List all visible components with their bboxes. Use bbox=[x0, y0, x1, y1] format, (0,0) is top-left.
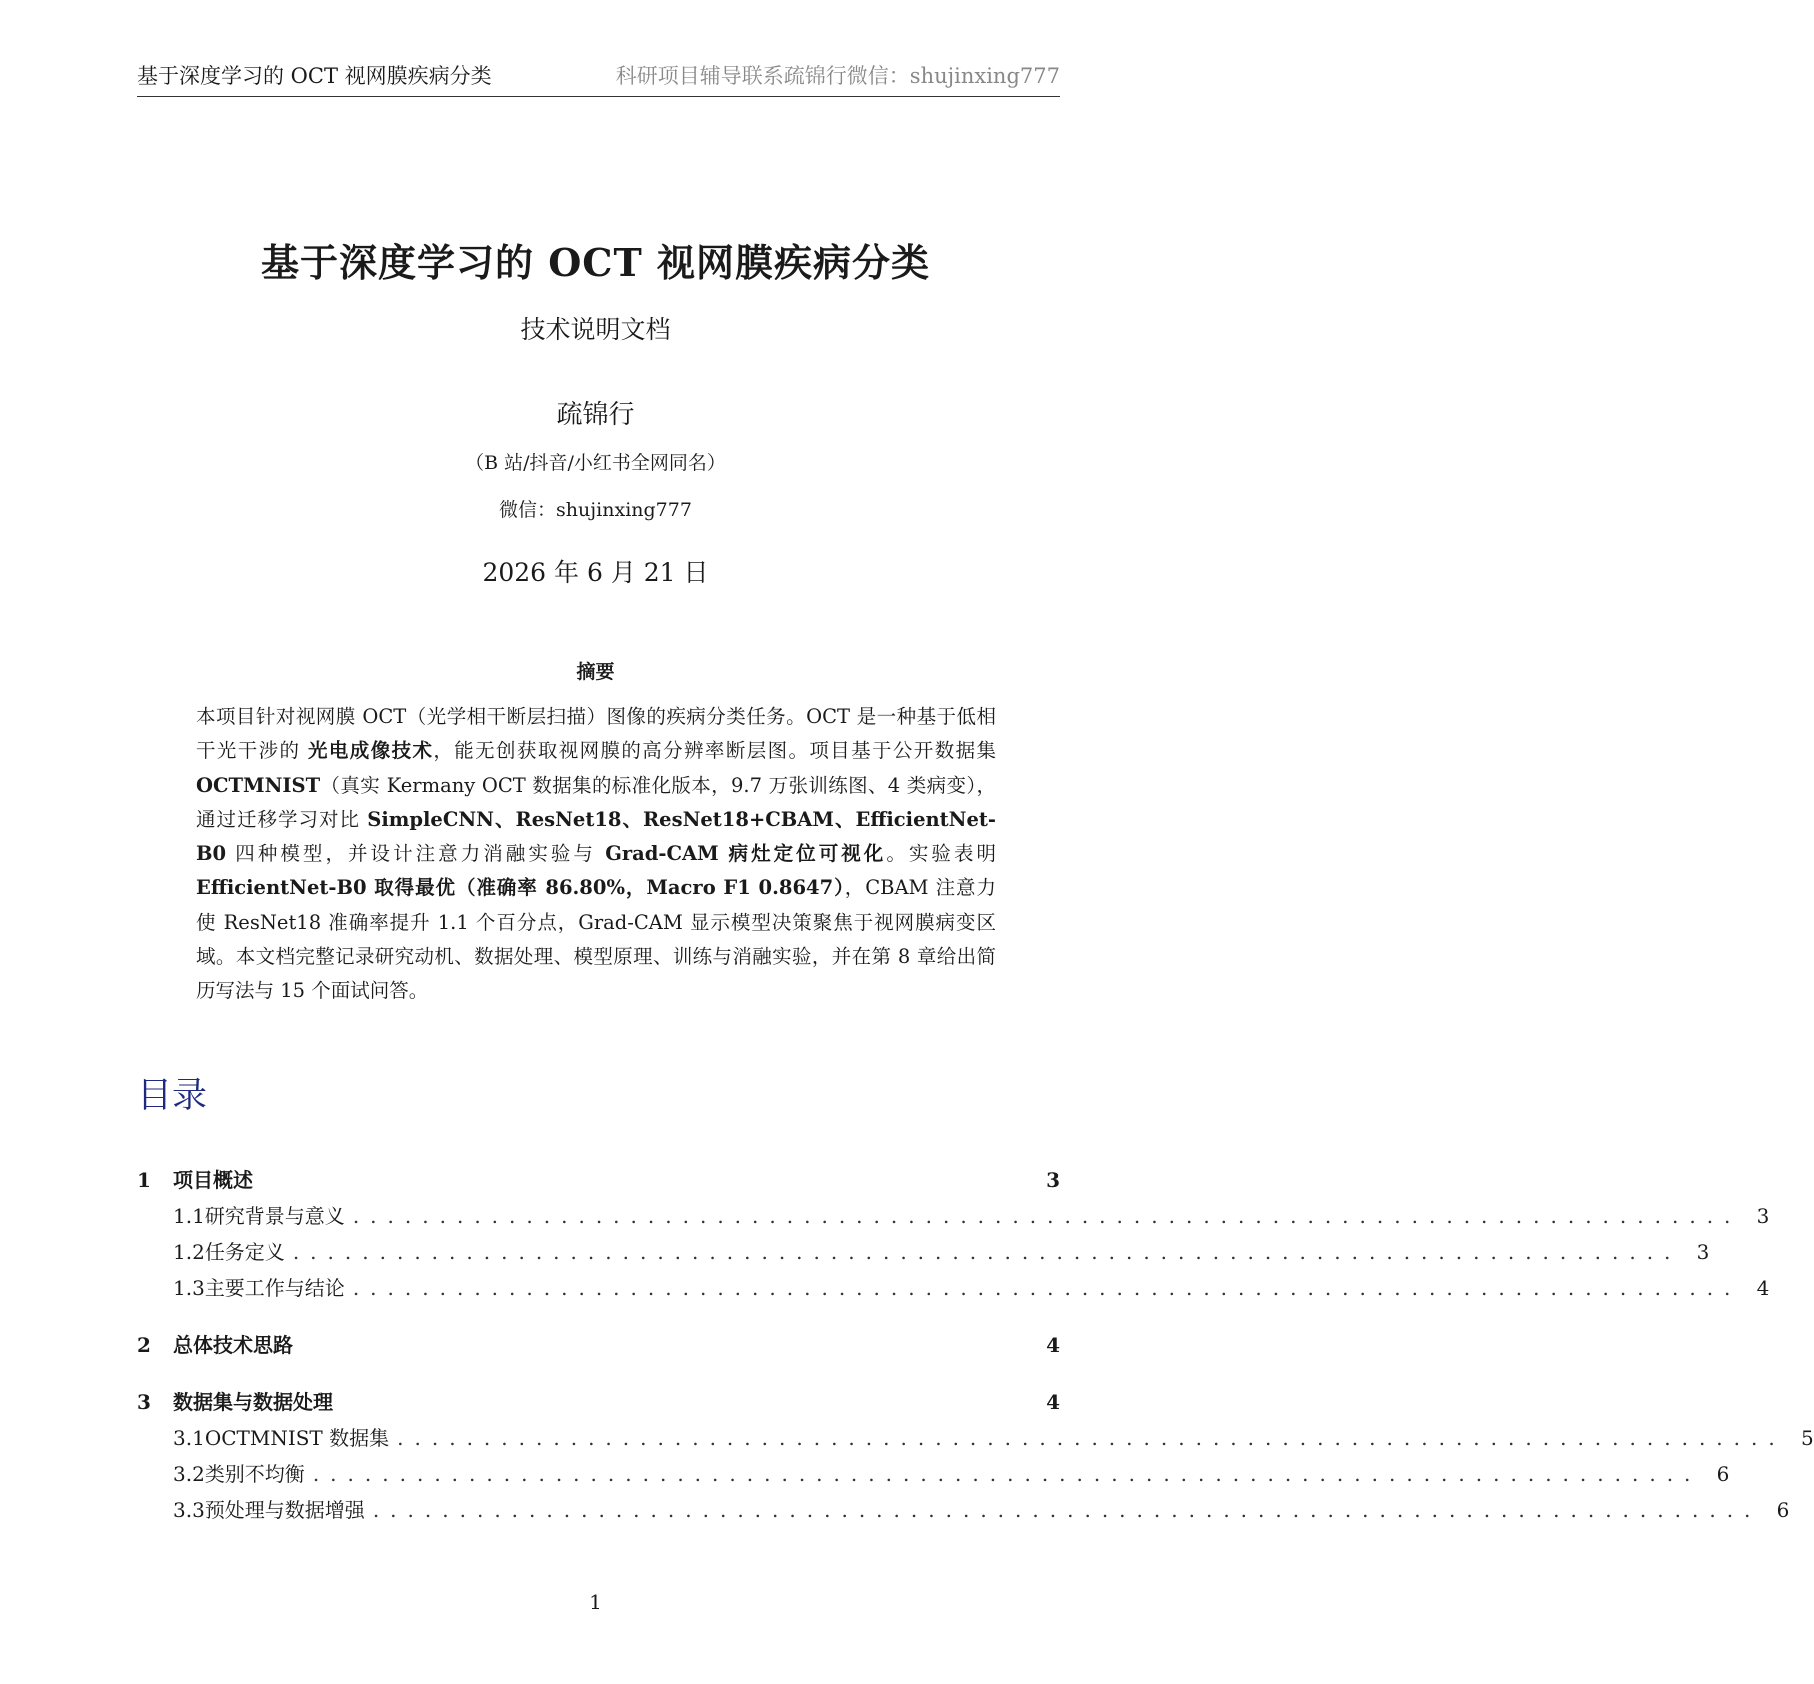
toc-page-number: 3 bbox=[1756, 1204, 1770, 1228]
title-part-1: 基于深度学习的 bbox=[260, 241, 549, 285]
toc-subsection[interactable] bbox=[137, 1458, 1730, 1488]
abstract-emphasis: OCTMNIST bbox=[196, 773, 321, 797]
toc-number: 3.1 bbox=[173, 1426, 205, 1450]
toc-number: 3 bbox=[137, 1390, 151, 1414]
author-name: 疏锦行 bbox=[556, 400, 635, 430]
toc-page-number: 3 bbox=[1046, 1168, 1060, 1192]
document-title bbox=[0, 232, 1191, 287]
toc-page-number: 6 bbox=[1776, 1498, 1790, 1522]
abstract-text: 本项目针对视网膜 OCT（光学相干断层扫描）图像的疾病分类任务。OCT 是一种基于低相干光干涉的 bbox=[196, 705, 996, 763]
abstract-paragraph bbox=[196, 700, 996, 1009]
page-number: 1 bbox=[589, 1590, 602, 1614]
abstract-text: 。实验表明 bbox=[886, 842, 996, 866]
abstract-body bbox=[196, 700, 996, 1009]
toc-label: 类别不均衡 bbox=[204, 1462, 305, 1486]
abstract-text: ，CBAM 注意力使 ResNet18 准确率提升 1.1 个百分点，Grad-CAM 显示模型决策聚焦于视网膜病变区域。本文档完整记录研究动机、数据处理、模型原理、训练与消融实验，并在第 8 章给出简历写法与 15 个面试问答。 bbox=[196, 876, 996, 1003]
toc-page-number: 3 bbox=[1696, 1240, 1710, 1264]
toc-label: 主要工作与结论 bbox=[204, 1276, 345, 1300]
toc-label: OCTMNIST 数据集 bbox=[204, 1426, 390, 1450]
toc-subsection[interactable] bbox=[137, 1236, 1710, 1266]
abstract-emphasis: SimpleCNN、ResNet18、ResNet18+CBAM、EfficientNet-B0 bbox=[196, 807, 996, 866]
document-subtitle: 技术说明文档 bbox=[520, 315, 671, 344]
toc-label: 任务定义 bbox=[204, 1240, 285, 1264]
toc-subsection[interactable] bbox=[137, 1422, 1814, 1452]
author-platform: （B 站/抖音/小红书全网同名） bbox=[465, 452, 726, 474]
toc-section[interactable] bbox=[137, 1329, 1060, 1359]
toc-subsection[interactable] bbox=[137, 1494, 1790, 1524]
toc-subsection[interactable] bbox=[137, 1272, 1770, 1302]
toc-page-number: 6 bbox=[1716, 1462, 1730, 1486]
toc-number: 2 bbox=[137, 1333, 151, 1357]
toc-label: 项目概述 bbox=[173, 1168, 253, 1192]
toc-subsection[interactable] bbox=[137, 1200, 1770, 1230]
header-title: 基于深度学习的 OCT 视网膜疾病分类 bbox=[137, 64, 492, 88]
abstract-heading: 摘要 bbox=[576, 661, 615, 683]
toc-leader-dots: ................................................................................ bbox=[352, 1204, 1742, 1228]
abstract-emphasis: 光电成像技术 bbox=[308, 739, 434, 763]
abstract-text: 四种模型，并设计注意力消融实验与 bbox=[226, 842, 606, 866]
toc-leader-dots: ................................................................................ bbox=[372, 1498, 1762, 1522]
toc-number: 1.1 bbox=[173, 1204, 205, 1228]
toc-number: 1 bbox=[137, 1168, 151, 1192]
header-contact: 科研项目辅导联系疏锦行微信：shujinxing777 bbox=[615, 64, 1060, 88]
toc-leader-dots: ................................................................................ bbox=[352, 1276, 1742, 1300]
toc-label: 预处理与数据增强 bbox=[204, 1498, 365, 1522]
abstract-text: ，能无创获取视网膜的高分辨率断层图。项目基于公开数据集 bbox=[433, 739, 996, 763]
abstract-emphasis: EfficientNet-B0 取得最优（准确率 86.80%，Macro F1 0.8647） bbox=[196, 876, 845, 900]
toc-section[interactable] bbox=[137, 1386, 1060, 1416]
toc-page-number: 4 bbox=[1046, 1333, 1060, 1357]
toc-page-number: 5 bbox=[1801, 1426, 1814, 1450]
toc-leader-dots: ................................................................................ bbox=[312, 1462, 1702, 1486]
abstract-emphasis: Grad-CAM 病灶定位可视化 bbox=[605, 842, 887, 866]
toc-number: 3.2 bbox=[173, 1462, 205, 1486]
title-part-3: 视网膜疾病分类 bbox=[642, 241, 931, 285]
abstract-text: （真实 Kermany OCT 数据集的标准化版本，9.7 万张训练图、4 类病变），通过迁移学习对比 bbox=[196, 773, 996, 831]
toc-leader-dots: ................................................................................ bbox=[292, 1240, 1682, 1264]
toc-heading: 目录 bbox=[137, 1076, 208, 1116]
running-header bbox=[137, 60, 1060, 97]
toc-label: 数据集与数据处理 bbox=[173, 1390, 333, 1414]
toc-section[interactable] bbox=[137, 1164, 1060, 1194]
toc-number: 3.3 bbox=[173, 1498, 205, 1522]
toc-leader-dots: ................................................................................ bbox=[397, 1426, 1786, 1450]
toc-number: 1.3 bbox=[173, 1276, 205, 1300]
toc-number: 1.2 bbox=[173, 1240, 205, 1264]
toc-page-number: 4 bbox=[1046, 1390, 1060, 1414]
title-part-2: OCT bbox=[548, 240, 643, 285]
toc-label: 总体技术思路 bbox=[173, 1333, 293, 1357]
toc-label: 研究背景与意义 bbox=[204, 1204, 345, 1228]
author-wechat: 微信：shujinxing777 bbox=[499, 499, 692, 521]
document-date: 2026 年 6 月 21 日 bbox=[482, 558, 709, 587]
toc-page-number: 4 bbox=[1756, 1276, 1770, 1300]
